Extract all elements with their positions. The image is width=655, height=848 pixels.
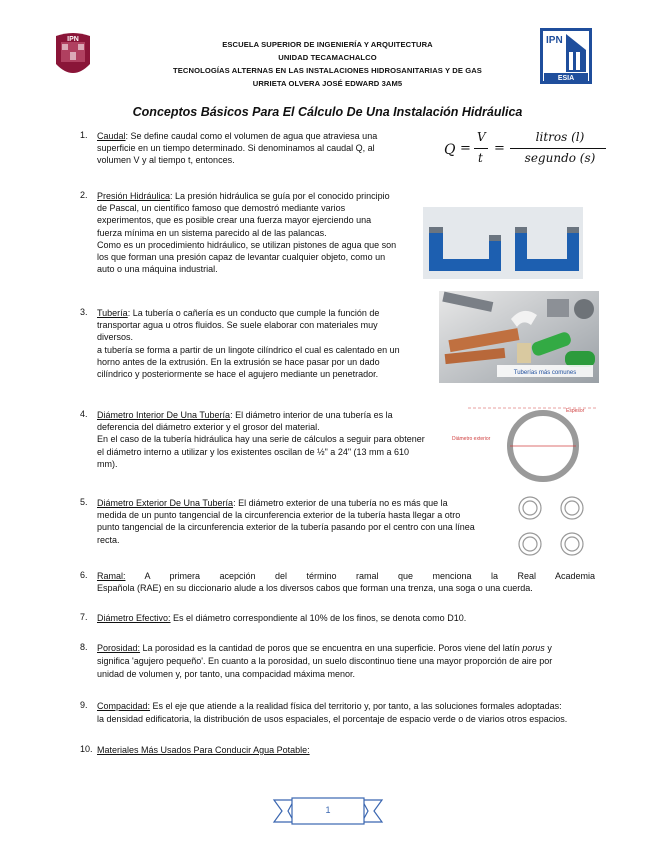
item-line: medida de un punto tangencial de la circunferencia exterior de la tubería hasta llegar a otro — [97, 510, 461, 521]
item-line: transportar agua u otros fluidos. Se suele elaborar con materiales muy — [97, 320, 378, 331]
item-line: superficie en un tiempo determinado. Si denominamos al caudal Q, al — [97, 143, 375, 154]
item-number: 10. — [80, 744, 93, 754]
item-term: Diámetro Efectivo: — [97, 613, 171, 623]
pipe-diameter-diagram — [448, 402, 606, 487]
item-number: 7. — [80, 612, 88, 622]
course-name: TECNOLOGÍAS ALTERNAS EN LAS INSTALACIONES HIDROSANITARIAS Y DE GAS — [173, 66, 482, 75]
item-line: deferencia del diámetro exterior y el grosor del material. — [97, 422, 320, 433]
student-name: URRIETA OLVERA JOSÉ EDWARD 3AM5 — [252, 79, 403, 88]
item-term: Materiales Más Usados Para Conducir Agua Potable: — [97, 745, 310, 755]
item-line: recta. — [97, 534, 120, 545]
item-line: el diámetro interno a utilizar y los existentes oscilan de ½" a 24" (13 mm a 610 — [97, 446, 410, 457]
school-name: ESCUELA SUPERIOR DE INGENIERÍA Y ARQUITECTURA — [222, 40, 433, 49]
ipn-logo — [52, 30, 94, 84]
item-term: Diámetro Exterior De Una Tubería — [97, 498, 234, 508]
item-line: Es el diámetro correspondiente al 10% de los finos, se denota como D10. — [170, 613, 467, 623]
item-number: 9. — [80, 700, 88, 710]
item-line: A primera acepción del término ramal que menciona la Real Academia — [125, 571, 595, 581]
item-line: horno antes de la extrusión. En la extrusión se hace pasar por un dado — [97, 356, 380, 367]
item-line: y — [544, 643, 552, 653]
page-title: Conceptos Básicos Para El Cálculo De Una Instalación Hidráulica — [132, 105, 523, 119]
item-line-italic: porus — [522, 643, 545, 653]
item-line: auto o una máquina industrial. — [97, 264, 218, 275]
formula-eq-2: = — [494, 141, 505, 156]
item-term: Ramal: — [97, 571, 126, 581]
item-line: fuerza mínima en un sistema parecido al de las palancas. — [97, 227, 327, 238]
flow-formula — [444, 130, 614, 170]
item-line: la densidad edificatoria, la distribución de usos espaciales, el porcentaje de espacio verde o de viarios otros espacios. — [97, 714, 568, 724]
item-line: : Se define caudal como el volumen de agua que atraviesa una — [125, 131, 378, 141]
item-number: 4. — [80, 409, 88, 419]
item-line: En el caso de la tubería hidráulica hay una serie de cálculos a seguir para obtener — [97, 434, 425, 445]
formula-denominator: segundo (s) — [524, 151, 596, 165]
item-number: 3. — [80, 307, 88, 317]
item-term: Diámetro Interior De Una Tubería — [97, 410, 231, 420]
item-line: Española (RAE) en su diccionario alude a los diversos cabos que forman una trenza, una soga o una cuerda. — [97, 583, 533, 593]
item-line: cilíndrico y posteriormente se hace el agujero mediante un penetrador. — [97, 369, 379, 380]
item-line: punto tangencial de la circunferencia exterior de la tubería pasando por el centro con una línea — [97, 522, 475, 533]
thickness-label: Espesor — [566, 408, 585, 414]
ipn-logo-text: IPN — [67, 36, 79, 43]
pascal-principle-image — [423, 207, 583, 279]
item-line: experimentos, que es posible crear una fuerza mayor ejerciendo una — [97, 215, 372, 226]
item-line: : La tubería o cañería es un conducto que cumple la función de — [127, 308, 380, 318]
page-number: 1 — [325, 805, 331, 815]
unit-name: UNIDAD TECAMACHALCO — [278, 53, 377, 62]
item-term: Porosidad: — [97, 643, 141, 653]
esia-logo-bottom-text: ESIA — [557, 75, 575, 82]
pipes-caption: Tuberías más comunes — [513, 370, 577, 376]
formula-bar-2 — [510, 148, 606, 149]
diameter-label: Diámetro exterior — [452, 436, 491, 442]
item-term: Caudal — [97, 131, 126, 141]
item-line: Es el eje que atiende a la realidad física del territorio y, por tanto, a las soluciones formales adoptadas: — [150, 701, 562, 711]
item-line: diversos. — [97, 332, 134, 343]
formula-bar-1 — [474, 148, 488, 149]
item-number: 1. — [80, 130, 88, 140]
item-term: Presión Hidráulica — [97, 191, 171, 201]
esia-logo-top-text: IPN — [546, 35, 563, 46]
item-number: 5. — [80, 497, 88, 507]
pipes-photo — [439, 291, 599, 383]
formula-t: t — [478, 151, 483, 165]
item-line: a tubería se forma a partir de un lingote cilíndrico el cual es calentado en un — [97, 344, 400, 355]
item-line: mm). — [97, 458, 118, 469]
item-line: los que forman una presión capaz de levantar cualquier objeto, como un — [97, 252, 386, 263]
item-number: 6. — [80, 570, 88, 580]
page-number-ribbon — [272, 796, 384, 826]
item-line: : El diámetro exterior de una tubería no es más que la — [233, 498, 448, 508]
item-line: : La presión hidráulica se guía por el conocido principio — [170, 191, 390, 201]
item-line: significa 'agujero pequeño'. En cuanto a la porosidad, un suelo discontinuo tiene una mayor proporción de aire por — [97, 656, 553, 666]
formula-v: V — [477, 130, 486, 144]
item-line: volumen V y al tiempo t, entonces. — [97, 155, 235, 166]
item-line: de Pascal, un científico famoso que demostró mediante varios — [97, 203, 346, 214]
pipe-sections-diagram — [510, 492, 592, 564]
formula-q: Q — [444, 142, 456, 158]
item-line: : El diámetro interior de una tubería es la — [230, 410, 393, 420]
formula-eq-1: = — [460, 141, 471, 156]
item-term: Tubería — [97, 308, 128, 318]
item-number: 8. — [80, 642, 88, 652]
item-line: Como es un procedimiento hidráulico, se utilizan pistones de agua que son — [97, 239, 397, 250]
item-term: Compacidad: — [97, 701, 151, 711]
item-line: unidad de volumen y, por tanto, una compacidad máxima menor. — [97, 669, 355, 679]
item-number: 2. — [80, 190, 88, 200]
formula-numerator: litros (l) — [535, 130, 585, 144]
esia-logo — [540, 28, 592, 84]
item-line: La porosidad es la cantidad de poros que se encuentra en una superficie. Poros viene del latín — [140, 643, 523, 653]
